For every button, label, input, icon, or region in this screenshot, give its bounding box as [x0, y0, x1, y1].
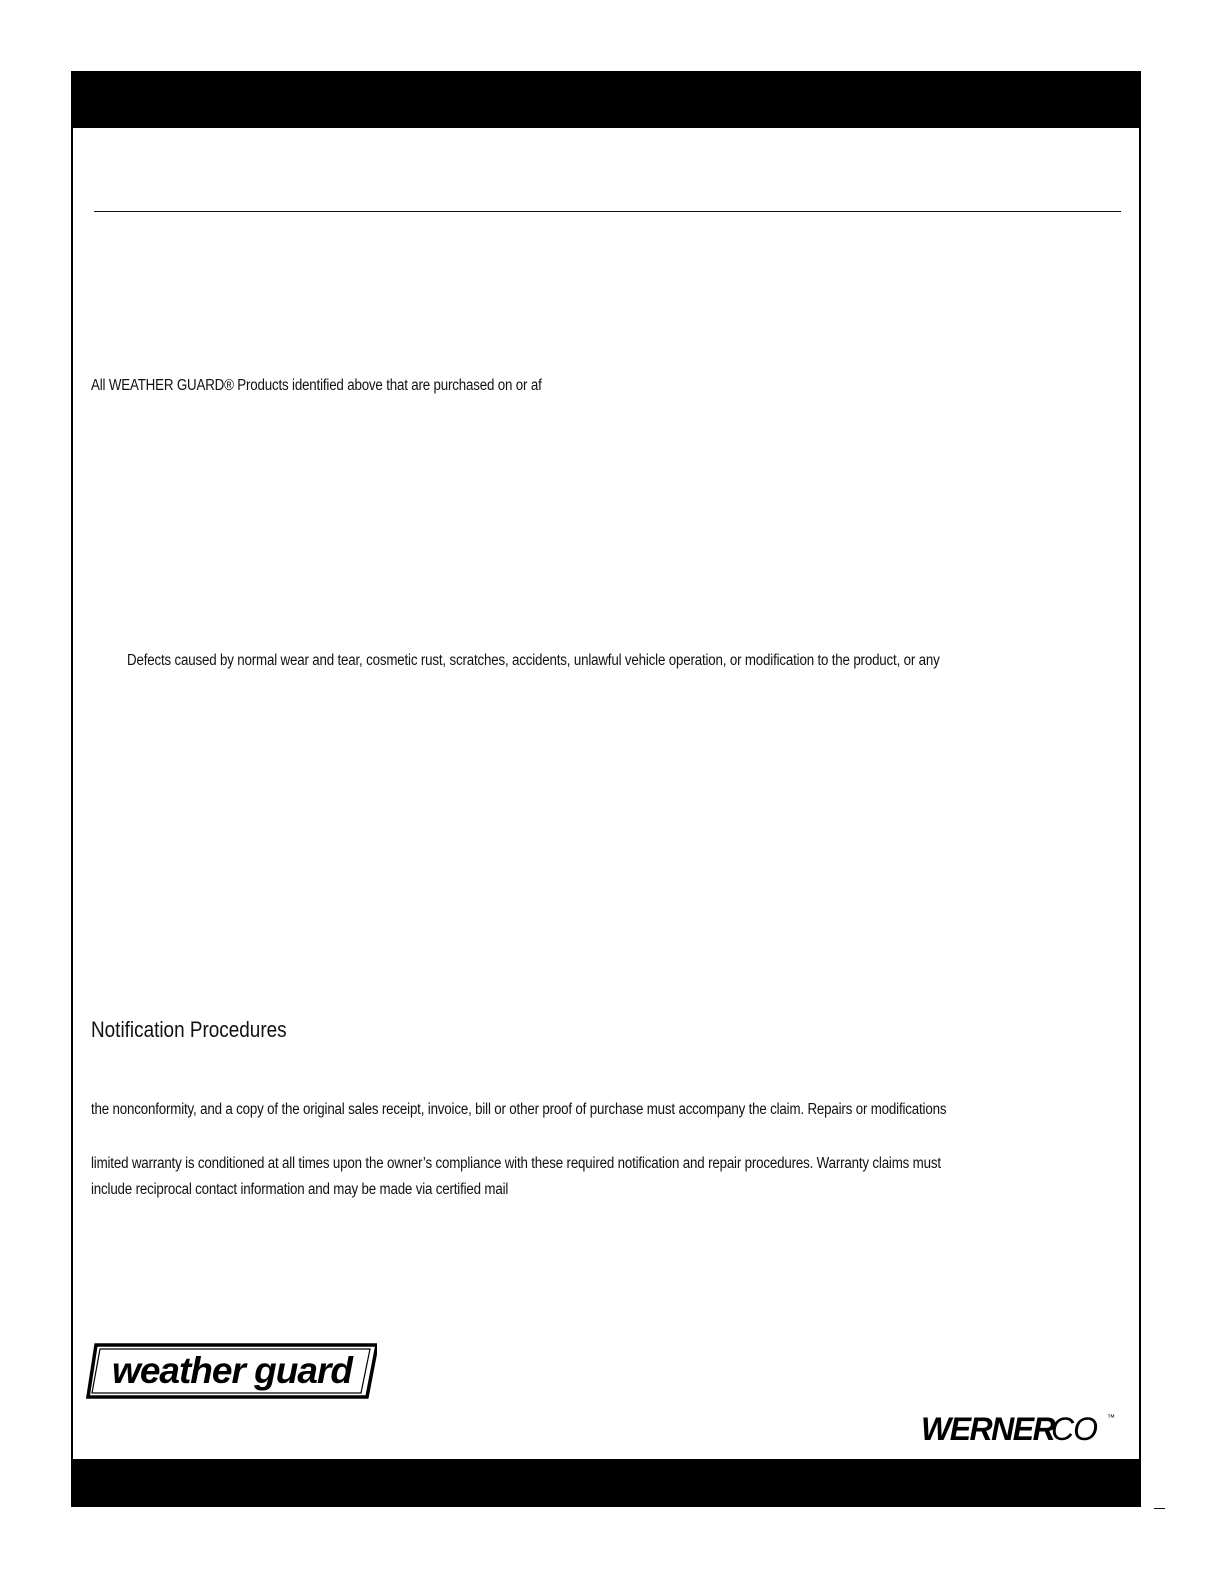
footer-bar	[71, 1459, 1141, 1507]
weather-guard-wordmark: weather guard	[112, 1350, 352, 1391]
nonconformity-paragraph: the nonconformity, and a copy of the original sales receipt, invoice, bill or other proof of purchase must accompany the claim. Repairs or modifications	[91, 1101, 947, 1118]
wernerco-trademark: ™	[1107, 1413, 1115, 1422]
notification-heading: Notification Procedures	[91, 1017, 287, 1042]
weather-guard-logo	[86, 1341, 377, 1401]
limited-warranty-paragraph: limited warranty is conditioned at all times upon the owner’s compliance with these required notification and repair procedures. Warranty claims must	[91, 1155, 941, 1172]
defects-paragraph: Defects caused by normal wear and tear, cosmetic rust, scratches, accidents, unlawful vehicle operation, or modification to the product, or any	[127, 652, 940, 669]
wernerco-wordmark-werner: WERNER	[921, 1411, 1055, 1444]
wernerco-logo	[921, 1410, 1121, 1444]
page-marker	[1154, 1508, 1165, 1509]
products-paragraph: All WEATHER GUARD® Products identified above that are purchased on or af	[91, 377, 542, 394]
wernerco-wordmark-co: CO	[1051, 1411, 1097, 1444]
header-bar	[71, 71, 1141, 128]
page-frame	[71, 71, 1141, 1507]
include-paragraph: include reciprocal contact information and may be made via certified mail	[91, 1181, 509, 1198]
header-rule	[94, 211, 1121, 212]
